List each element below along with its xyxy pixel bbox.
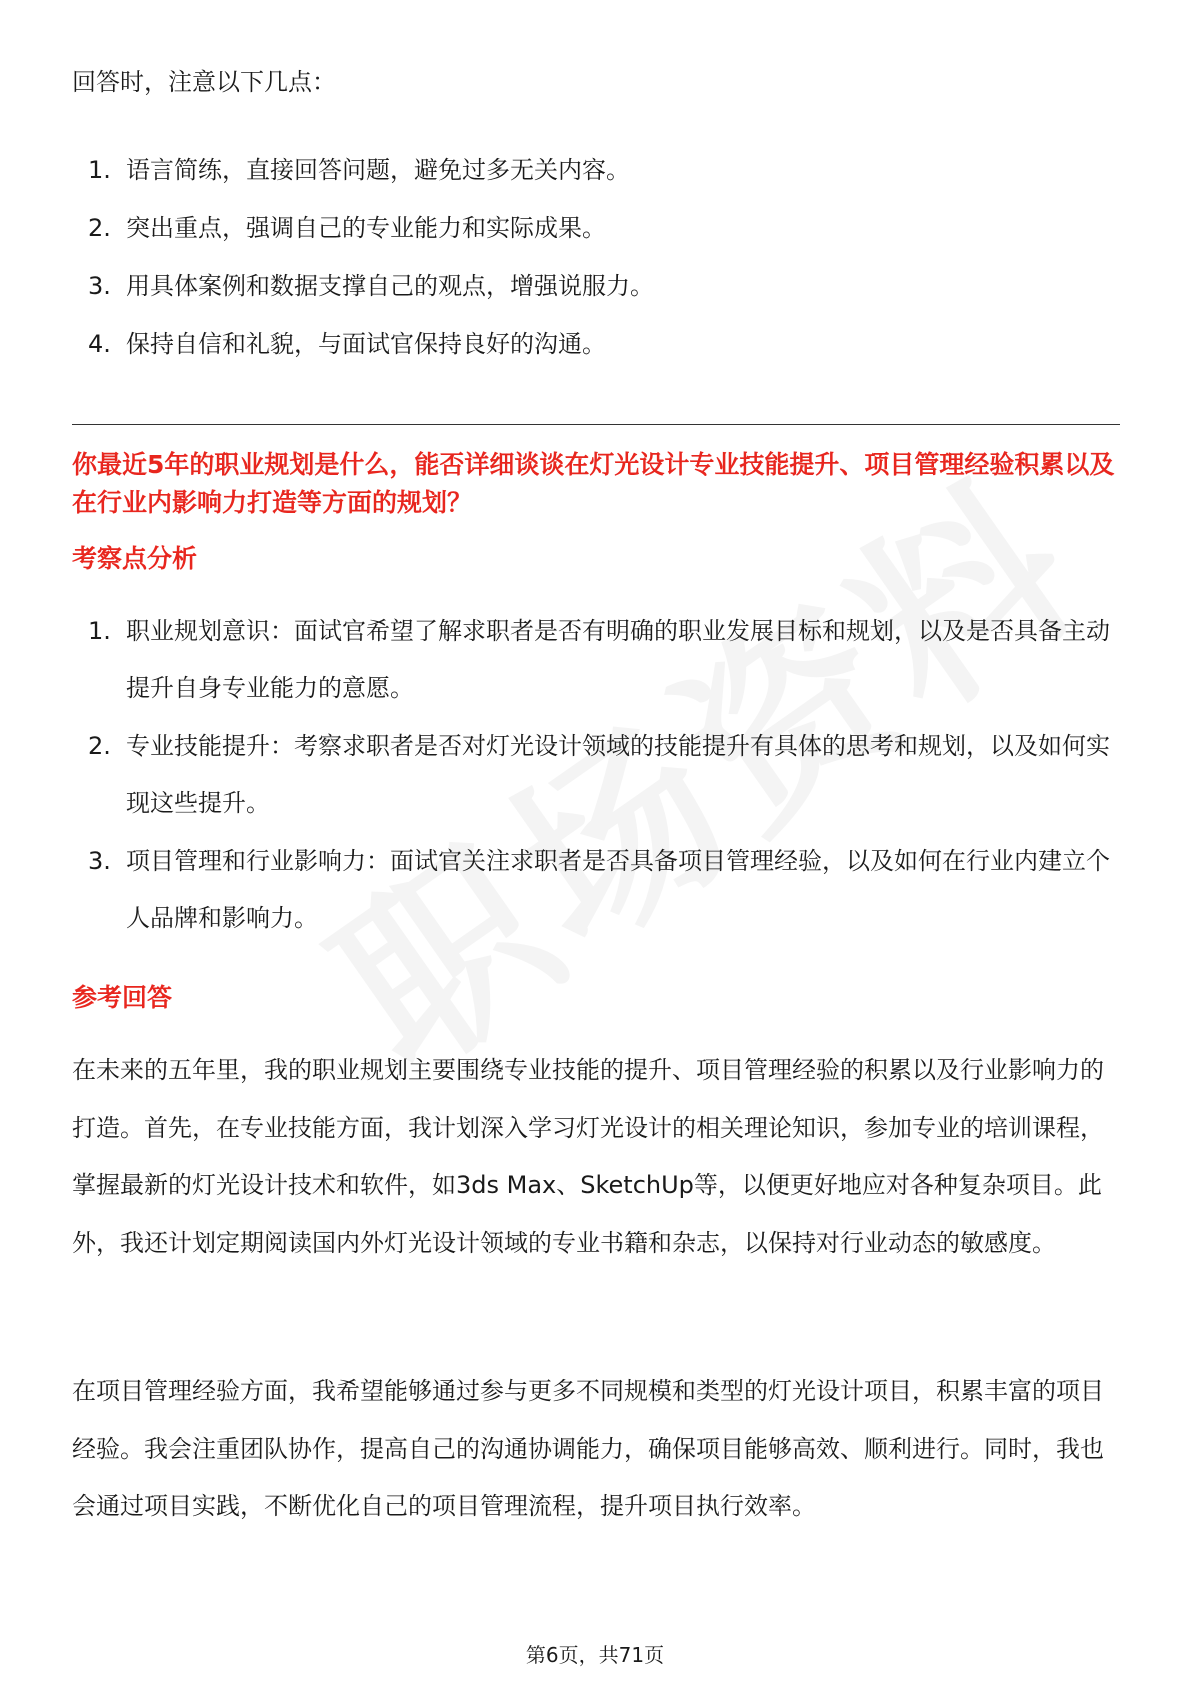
question-heading: 你最近5年的职业规划是什么，能否详细谈谈在灯光设计专业技能提升、项目管理经验积累以及在行业内影响力打造等方面的规划？ xyxy=(72,450,1115,517)
list-text: 专业技能提升：考察求职者是否对灯光设计领域的技能提升有具体的思考和规划，以及如何实现这些提升。 xyxy=(126,732,1110,817)
section-divider xyxy=(72,424,1120,425)
list-item xyxy=(72,315,1120,373)
list-item xyxy=(72,603,1120,717)
list-number: 2. xyxy=(88,214,111,242)
intro-text: 回答时，注意以下几点： xyxy=(72,68,336,96)
tips-list xyxy=(72,141,1120,373)
answer-heading: 参考回答 xyxy=(72,983,173,1012)
list-text: 突出重点，强调自己的专业能力和实际成果。 xyxy=(126,214,606,242)
list-item xyxy=(72,199,1120,257)
list-number: 3. xyxy=(88,272,111,300)
document-page xyxy=(72,0,1120,1684)
list-number: 1. xyxy=(88,617,111,645)
list-number: 1. xyxy=(88,156,111,184)
list-number: 3. xyxy=(88,847,111,875)
list-item xyxy=(72,718,1120,832)
list-number: 2. xyxy=(88,732,111,760)
list-text: 语言简练，直接回答问题，避免过多无关内容。 xyxy=(126,156,630,184)
list-item xyxy=(72,141,1120,199)
list-text: 职业规划意识：面试官希望了解求职者是否有明确的职业发展目标和规划，以及是否具备主动提升自身专业能力的意愿。 xyxy=(126,617,1110,702)
list-number: 4. xyxy=(88,330,111,358)
list-item xyxy=(72,257,1120,315)
list-text: 项目管理和行业影响力：面试官关注求职者是否具备项目管理经验，以及如何在行业内建立个人品牌和影响力。 xyxy=(126,847,1110,932)
answer-paragraph: 在项目管理经验方面，我希望能够通过参与更多不同规模和类型的灯光设计项目，积累丰富的项目经验。我会注重团队协作，提高自己的沟通协调能力，确保项目能够高效、顺利进行。同时，我也会通过项目实践，不断优化自己的项目管理流程，提升项目执行效率。 xyxy=(72,1377,1104,1520)
list-text: 保持自信和礼貌，与面试官保持良好的沟通。 xyxy=(126,330,606,358)
list-text: 用具体案例和数据支撑自己的观点，增强说服力。 xyxy=(126,272,654,300)
analysis-heading: 考察点分析 xyxy=(72,544,198,573)
answer-paragraph: 在未来的五年里，我的职业规划主要围绕专业技能的提升、项目管理经验的积累以及行业影响力的打造。首先，在专业技能方面，我计划深入学习灯光设计的相关理论知识，参加专业的培训课程，掌握最新的灯光设计技术和软件，如3ds Max、SketchUp等，以便更好地应对各种复杂项目。此外，我还计划定期阅读国内外灯光设计领域的专业书籍和杂志，以保持对行业动态的敏感度。 xyxy=(72,1056,1104,1257)
analysis-list xyxy=(72,603,1120,948)
page-footer: 第6页，共71页 xyxy=(525,1643,665,1667)
list-item xyxy=(72,833,1120,947)
